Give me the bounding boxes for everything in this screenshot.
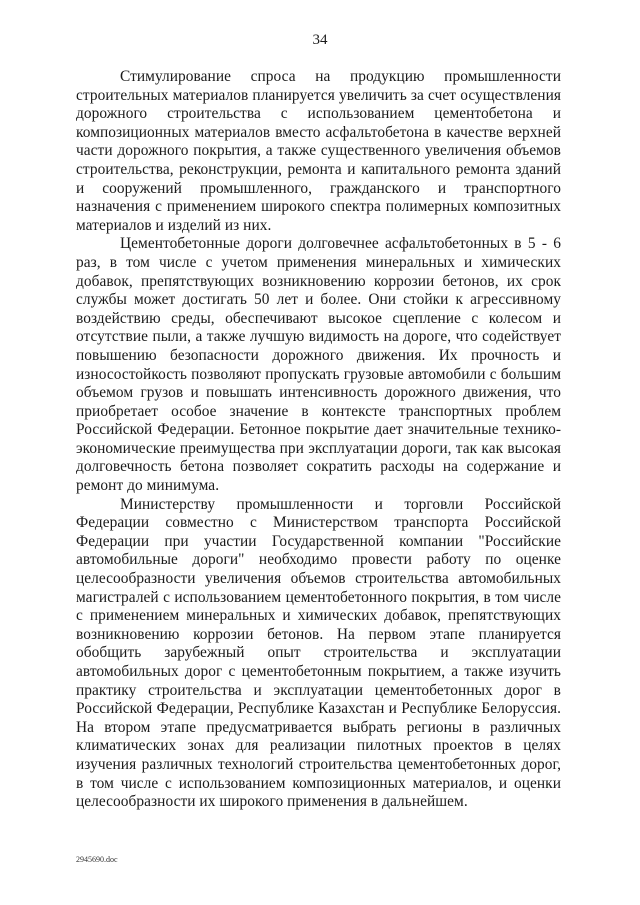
file-name-footer: 2945690.doc bbox=[76, 855, 118, 864]
paragraph-ministry-tasks: Министерству промышленности и торговли Российской Федерации совместно с Министерством транспорта Российской Федерации при участии Государственной компании "Российские автомобильные дороги" необходимо провести работу по оценке целесообразности увеличения объемов строительства автомобильных магистралей с использованием цементобетонного покрытия, в том числе с применением минеральных и химических добавок, препятствующих возникновению коррозии бетонов. На первом этапе планируется обобщить зарубежный опыт строительства и эксплуатации автомобильных дорог с цементобетонным покрытием, а также изучить практику строительства и эксплуатации цементобетонных дорог в Российской Федерации, Республике Казахстан и Республике Белоруссия. На втором этапе предусматривается выбрать регионы в различных климатических зонах для реализации пилотных проектов в целях изучения различных технологий строительства цементобетонных дорог, в том числе с использованием композиционных материалов, и оценки целесообразности их широкого применения в дальнейшем. bbox=[76, 495, 561, 811]
page-number: 34 bbox=[312, 32, 328, 48]
paragraph-demand-stimulation: Стимулирование спроса на продукцию промышленности строительных материалов планируется увеличить за счет осуществления дорожного строительства с использованием цементобетона и композиционных материалов вместо асфальтобетона в качестве верхней части дорожного покрытия, а также существенного увеличения объемов строительства, реконструкции, ремонта и капитального ремонта зданий и сооружений промышленного, гражданского и транспортного назначения с применением широкого спектра полимерных композитных материалов и изделий из них. bbox=[76, 68, 561, 234]
body-text bbox=[76, 68, 561, 812]
paragraph-concrete-roads-benefits: Цементобетонные дороги долговечнее асфальтобетонных в 5 - 6 раз, в том числе с учетом применения минеральных и химических добавок, препятствующих возникновению коррозии бетонов, их срок службы может достигать 50 лет и более. Они стойки к агрессивному воздействию среды, обеспечивают высокое сцепление с колесом и отсутствие пыли, а также лучшую видимость на дороге, что содействует повышению безопасности дорожного движения. Их прочность и износостойкость позволяют пропускать грузовые автомобили с большим объемом грузов и повышать интенсивность дорожного движения, что приобретает особое значение в контексте транспортных проблем Российской Федерации. Бетонное покрытие дает значительные технико-экономические преимущества при эксплуатации дороги, так как высокая долговечность бетона позволяет сократить расходы на содержание и ремонт до минимума. bbox=[76, 235, 561, 495]
